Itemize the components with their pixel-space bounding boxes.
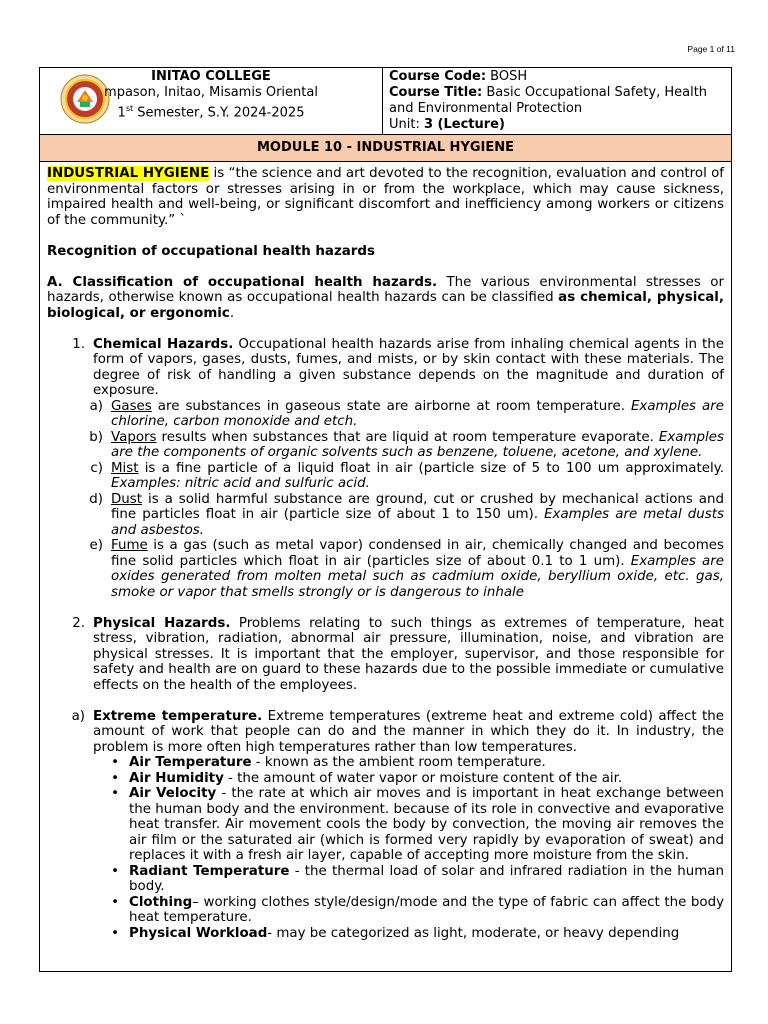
document-frame — [39, 67, 732, 972]
classification-paragraph: A. Classification of occupational health hazards. The various environmental stresses or hazards, otherwise known as occupational health hazards can be classified as chemical, physical, biological, or ergonomic. — [47, 274, 724, 321]
course-code: Course Code: BOSH — [389, 69, 528, 84]
college-cell — [40, 68, 383, 134]
list-item: e) Fume is a gas (such as metal vapor) condensed in air, chemically changed and becomes fine solid particles which float in air (particles size of about 0.1 to 1 um). Examples are oxides generated from molten metal such as cadmium oxide, beryllium oxide, etc. gas, smoke or vapor that smells strongly or is dangerous to inhale — [89, 538, 724, 600]
page-number: Page 1 of 11 — [687, 44, 735, 54]
header-table — [40, 68, 731, 135]
list-item: d) Dust is a solid harmful substance are ground, cut or crushed by mechanical actions and fine particles float in air (particle size of about 1 to 150 um). Examples are metal dusts and asbestos. — [89, 491, 724, 538]
module-title: MODULE 10 - INDUSTRIAL HYGIENE — [40, 135, 731, 162]
list-item: a) Gases are substances in gaseous state are airborne at room temperature. Examples are chlorine, carbon monoxide and etch. — [89, 398, 724, 429]
physical-hazards-item: 2. Physical Hazards. Problems relating to such things as extremes of temperature, heat stress, vibration, radiation, abnormal air pressure, illumination, noise, and vibration are physical stresses. It is important that the employer, supervisor, and those responsible for safety and health are on guard to these hazards due to the possible immediate or cumulative effects on the health of the employees. — [72, 615, 724, 693]
list-item: c) Mist is a fine particle of a liquid float in air (particle size of 5 to 100 um approximately. Examples: nitric acid and sulfuric acid. — [90, 460, 724, 491]
bullet-item: • Air Velocity - the rate at which air moves and is important in heat exchange between the human body and the environment. because of its role in convective and evaporative heat transfer. Air movement cools the body by convection, the moving air removes the air film or the saturated air (which is formed very rapidly by evaporation of sweat) and replaces it with a fresh air layer, capable of accepting more moisture from the skin. — [111, 786, 724, 863]
extreme-temperature-item: a) Extreme temperature. Extreme temperatures (extreme heat and extreme cold) affect the amount of work that people can do and the manner in which they do it. In industry, the problem is more often high temperatures rather than low temperatures. — [71, 708, 724, 755]
recognition-heading: Recognition of occupational health hazards — [47, 243, 375, 259]
course-cell — [383, 68, 731, 134]
intro-paragraph: INDUSTRIAL HYGIENE is “the science and art devoted to the recognition, evaluation and control of environmental factors or stresses arising in or from the workplace, which may cause sickness, impaired health and well-being, or significant discomfort and inefficiency among workers or citizens of the community.” ` — [47, 166, 725, 228]
bullet-item: • Clothing– working clothes style/design/mode and the type of fabric can affect the body heat temperature. — [111, 894, 724, 925]
course-title: Course Title: Basic Occupational Safety, Health and Environmental Protection — [389, 85, 708, 116]
list-item: b) Vapors results when substances that are liquid at room temperature evaporate. Examples are the components of organic solvents such as benzene, toluene, acetone, and xylene. — [89, 429, 724, 460]
bullet-item: • Physical Workload- may be categorized as light, moderate, or heavy depending — [111, 925, 680, 941]
unit: Unit: 3 (Lecture) — [389, 117, 505, 132]
chemical-hazards-item: 1. Chemical Hazards. Occupational health hazards arise from inhaling chemical agents in the form of vapors, gases, dusts, fumes, and mists, or by skin contact with these materials. The degree of risk of handling a given substance depends on the magnitude and duration of exposure. — [72, 336, 725, 398]
college-info — [40, 68, 382, 121]
bullet-item: • Air Temperature - known as the ambient room temperature. — [111, 755, 546, 770]
college-name: INITAO COLLEGE — [151, 69, 271, 84]
bullet-item: • Radiant Temperature - the thermal load of solar and infrared radiation in the human body. — [111, 863, 724, 894]
semester: 1st Semester, S.Y. 2024-2025 — [117, 104, 305, 121]
highlighted-term: INDUSTRIAL HYGIENE — [47, 166, 210, 181]
document-body — [40, 162, 731, 941]
bullet-item: • Air Humidity - the amount of water vapor or moisture content of the air. — [111, 770, 623, 786]
college-address: mpason, Initao, Misamis Oriental — [104, 85, 318, 100]
